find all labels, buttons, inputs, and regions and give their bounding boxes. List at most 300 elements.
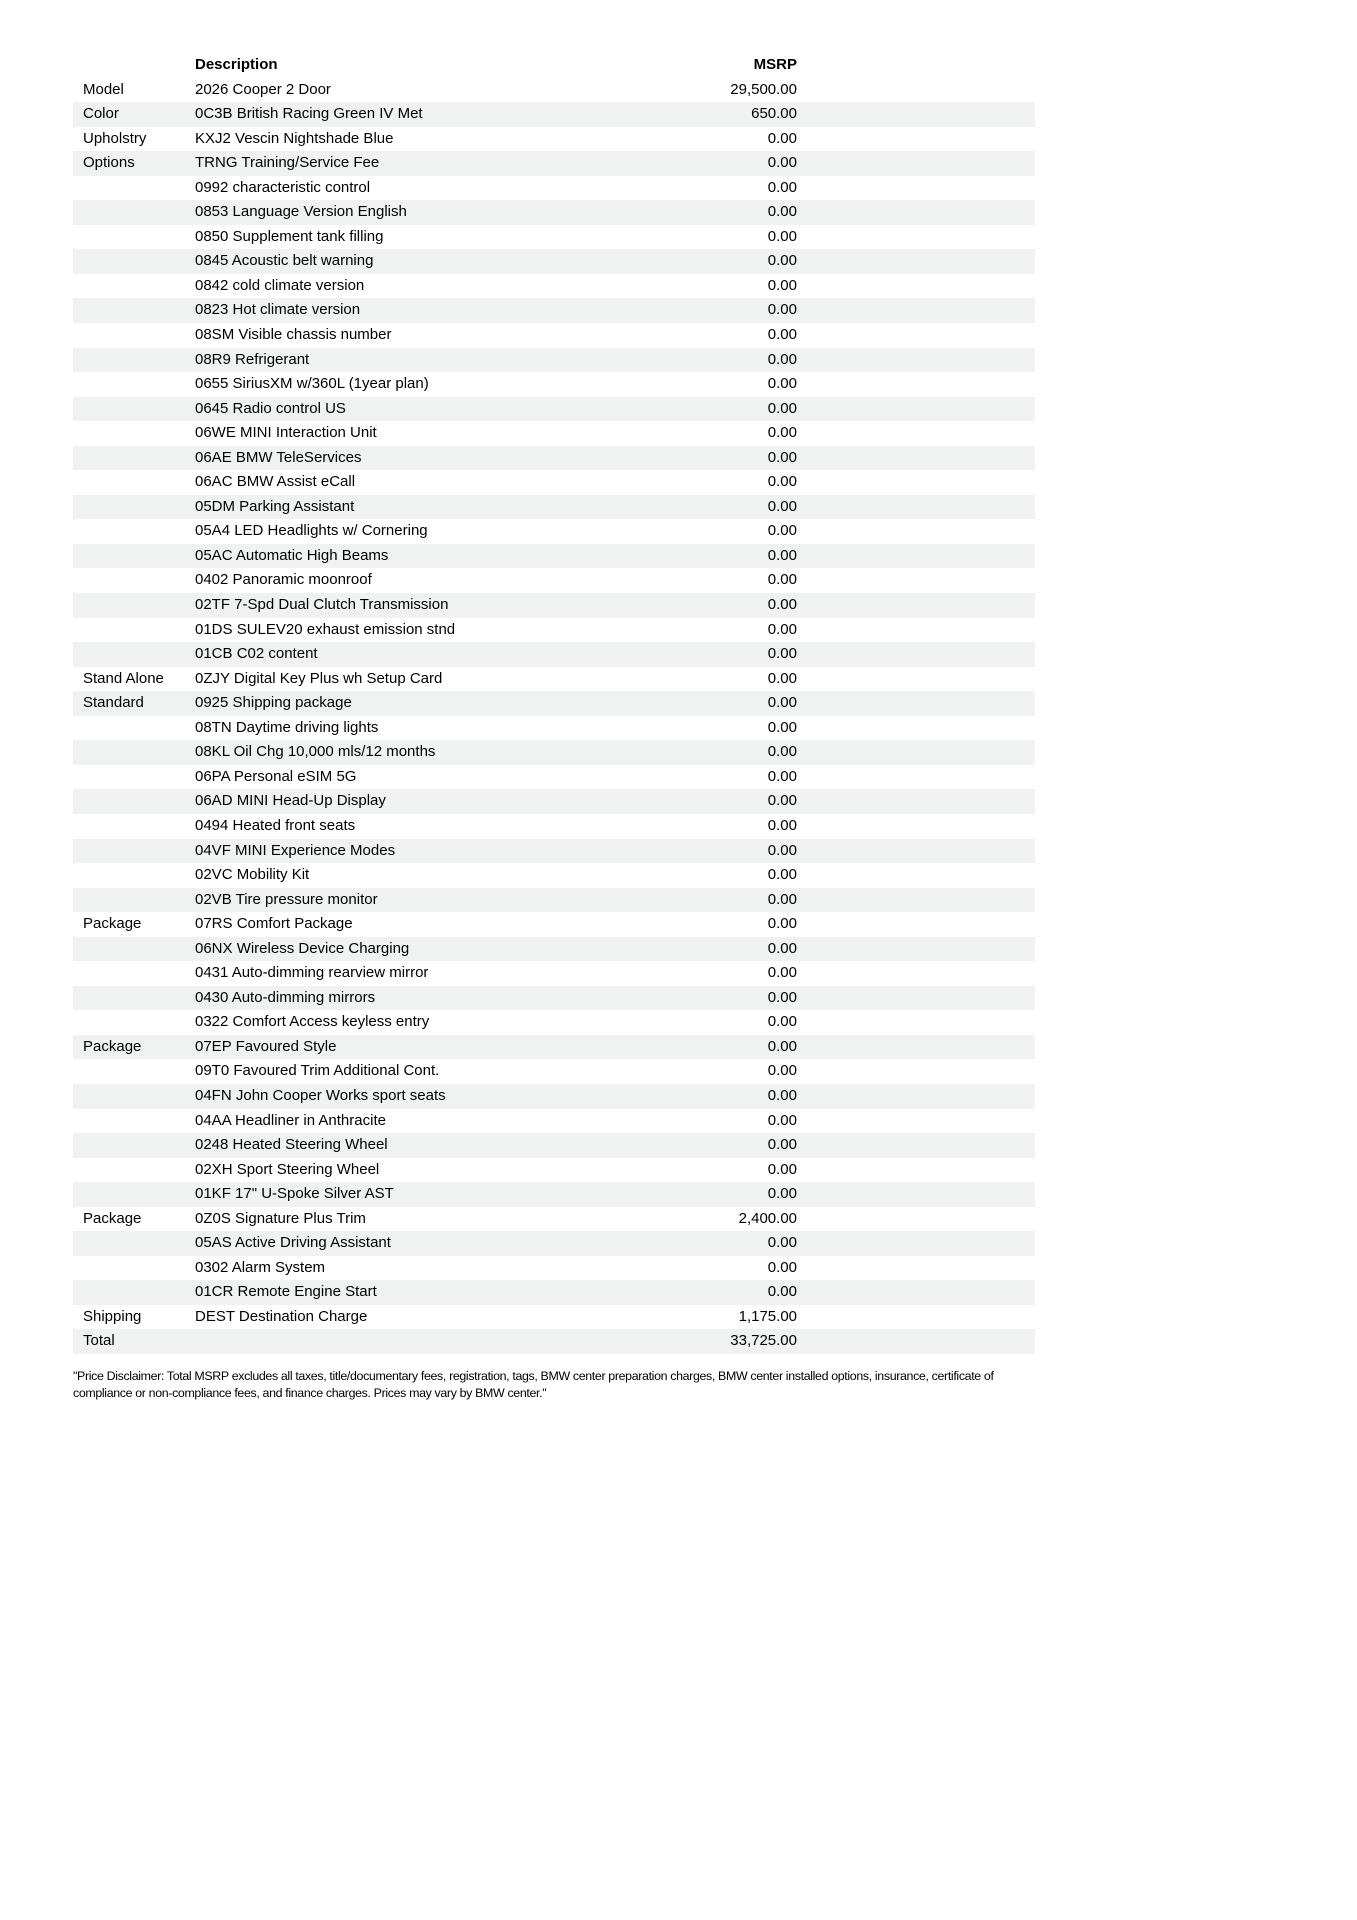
row-msrp: 0.00 — [767, 497, 797, 515]
left-padding — [73, 53, 83, 78]
table-row — [73, 176, 1035, 201]
row-category — [83, 863, 195, 888]
row-msrp: 0.00 — [767, 1185, 797, 1203]
row-msrp: 0.00 — [767, 448, 797, 466]
row-msrp: 0.00 — [767, 1136, 797, 1154]
row-msrp: 0.00 — [767, 252, 797, 270]
right-padding — [797, 127, 1035, 152]
row-category — [83, 446, 195, 471]
row-category: Upholstry — [83, 129, 147, 147]
right-padding — [797, 1158, 1035, 1183]
row-category — [83, 1010, 195, 1035]
table-row — [73, 765, 1035, 790]
row-category — [83, 519, 195, 544]
table-row — [73, 888, 1035, 913]
left-padding — [73, 1305, 83, 1330]
table-row — [73, 421, 1035, 446]
left-padding — [73, 937, 83, 962]
row-category — [83, 765, 195, 790]
right-padding — [797, 912, 1035, 937]
table-row — [73, 593, 1035, 618]
table-row — [73, 1231, 1035, 1256]
row-category — [83, 986, 195, 1011]
row-category — [83, 1182, 195, 1207]
table-row — [73, 740, 1035, 765]
left-padding — [73, 1158, 83, 1183]
right-padding — [797, 691, 1035, 716]
table-row — [73, 323, 1035, 348]
table-row — [73, 1329, 1035, 1354]
right-padding — [797, 274, 1035, 299]
row-msrp: 0.00 — [767, 301, 797, 319]
row-category — [83, 1280, 195, 1305]
table-row — [73, 839, 1035, 864]
row-description: 05AS Active Driving Assistant — [195, 1234, 391, 1252]
row-category — [83, 225, 195, 250]
left-padding — [73, 372, 83, 397]
left-padding — [73, 421, 83, 446]
row-description: 0248 Heated Steering Wheel — [195, 1136, 388, 1154]
table-row — [73, 986, 1035, 1011]
row-msrp: 0.00 — [767, 424, 797, 442]
right-padding — [797, 986, 1035, 1011]
row-category — [83, 1059, 195, 1084]
row-msrp: 0.00 — [767, 915, 797, 933]
table-row — [73, 200, 1035, 225]
row-msrp: 0.00 — [767, 1037, 797, 1055]
left-padding — [73, 446, 83, 471]
row-msrp: 0.00 — [767, 988, 797, 1006]
left-padding — [73, 274, 83, 299]
row-category: Total — [83, 1332, 115, 1350]
table-row — [73, 863, 1035, 888]
row-category — [83, 1231, 195, 1256]
row-msrp: 0.00 — [767, 227, 797, 245]
row-description: 08KL Oil Chg 10,000 mls/12 months — [195, 743, 436, 761]
row-description: 08TN Daytime driving lights — [195, 718, 379, 736]
right-padding — [797, 1329, 1035, 1354]
row-description: 08R9 Refrigerant — [195, 350, 310, 368]
row-msrp: 33,725.00 — [730, 1332, 797, 1350]
row-msrp: 0.00 — [767, 473, 797, 491]
row-msrp: 0.00 — [767, 276, 797, 294]
row-category — [83, 839, 195, 864]
row-category — [83, 789, 195, 814]
row-description: 06AE BMW TeleServices — [195, 448, 362, 466]
row-description: 0850 Supplement tank filling — [195, 227, 384, 245]
right-padding — [797, 1109, 1035, 1134]
row-msrp: 0.00 — [767, 375, 797, 393]
row-msrp: 0.00 — [767, 866, 797, 884]
right-padding — [797, 348, 1035, 373]
table-row — [73, 78, 1035, 103]
table-row — [73, 789, 1035, 814]
row-category — [83, 176, 195, 201]
row-msrp: 0.00 — [767, 964, 797, 982]
table-row — [73, 298, 1035, 323]
left-padding — [73, 691, 83, 716]
table-row — [73, 274, 1035, 299]
row-category — [83, 961, 195, 986]
left-padding — [73, 1010, 83, 1035]
left-padding — [73, 1035, 83, 1060]
price-disclaimer-line-1: "Price Disclaimer: Total MSRP excludes all taxes, title/documentary fees, registration, tags, BMW center preparation charges, BMW center installed options, insurance, certificate of — [73, 1369, 994, 1383]
row-msrp: 0.00 — [767, 890, 797, 908]
row-description: 0ZJY Digital Key Plus wh Setup Card — [195, 669, 443, 687]
row-category: Stand Alone — [83, 669, 164, 687]
row-description: 0655 SiriusXM w/360L (1year plan) — [195, 375, 429, 393]
row-msrp: 0.00 — [767, 546, 797, 564]
table-row — [73, 1158, 1035, 1183]
row-category — [83, 642, 195, 667]
left-padding — [73, 495, 83, 520]
right-padding — [797, 249, 1035, 274]
right-padding — [797, 863, 1035, 888]
row-description: 07RS Comfort Package — [195, 915, 353, 933]
row-category — [83, 1158, 195, 1183]
right-padding — [797, 397, 1035, 422]
right-padding — [797, 618, 1035, 643]
table-row — [73, 397, 1035, 422]
table-row — [73, 544, 1035, 569]
row-category — [83, 470, 195, 495]
row-description: 0402 Panoramic moonroof — [195, 571, 372, 589]
table-row — [73, 1109, 1035, 1134]
row-description: 0992 characteristic control — [195, 178, 371, 196]
left-padding — [73, 839, 83, 864]
left-padding — [73, 397, 83, 422]
row-description — [195, 1329, 637, 1354]
row-description: 0302 Alarm System — [195, 1258, 326, 1276]
right-padding — [797, 1207, 1035, 1232]
table-row — [73, 618, 1035, 643]
right-padding — [797, 372, 1035, 397]
left-padding — [73, 78, 83, 103]
row-msrp: 0.00 — [767, 1283, 797, 1301]
row-category: Package — [83, 1037, 142, 1055]
right-padding — [797, 740, 1035, 765]
right-padding — [797, 1059, 1035, 1084]
left-padding — [73, 1329, 83, 1354]
row-description: 0431 Auto-dimming rearview mirror — [195, 964, 429, 982]
left-padding — [73, 863, 83, 888]
left-padding — [73, 1207, 83, 1232]
row-msrp: 0.00 — [767, 1111, 797, 1129]
table-row — [73, 446, 1035, 471]
left-padding — [73, 912, 83, 937]
left-padding — [73, 1256, 83, 1281]
row-category — [83, 888, 195, 913]
left-padding — [73, 740, 83, 765]
row-category — [83, 348, 195, 373]
table-row — [73, 348, 1035, 373]
row-msrp: 0.00 — [767, 178, 797, 196]
row-category — [83, 397, 195, 422]
row-msrp: 0.00 — [767, 571, 797, 589]
row-description: 0430 Auto-dimming mirrors — [195, 988, 376, 1006]
table-row — [73, 1010, 1035, 1035]
row-msrp: 650.00 — [751, 105, 797, 123]
right-padding — [797, 225, 1035, 250]
row-msrp: 0.00 — [767, 620, 797, 638]
row-msrp: 0.00 — [767, 841, 797, 859]
left-padding — [73, 1182, 83, 1207]
right-padding — [797, 1280, 1035, 1305]
left-padding — [73, 961, 83, 986]
left-padding — [73, 249, 83, 274]
row-description: 05DM Parking Assistant — [195, 497, 355, 515]
price-disclaimer — [73, 1368, 1053, 1401]
table-row — [73, 1133, 1035, 1158]
right-padding — [797, 1305, 1035, 1330]
table-row — [73, 151, 1035, 176]
row-msrp: 0.00 — [767, 1086, 797, 1104]
row-description: 09T0 Favoured Trim Additional Cont. — [195, 1062, 440, 1080]
row-description: 0322 Comfort Access keyless entry — [195, 1013, 430, 1031]
left-padding — [73, 225, 83, 250]
right-padding — [797, 151, 1035, 176]
left-padding — [73, 1084, 83, 1109]
left-padding — [73, 765, 83, 790]
row-description: 01CR Remote Engine Start — [195, 1283, 377, 1301]
row-category — [83, 544, 195, 569]
row-category — [83, 618, 195, 643]
table-row — [73, 1035, 1035, 1060]
row-category: Color — [83, 105, 119, 123]
row-description: 02VC Mobility Kit — [195, 866, 310, 884]
row-category — [83, 421, 195, 446]
table-row — [73, 495, 1035, 520]
row-category: Standard — [83, 694, 144, 712]
right-padding — [797, 1231, 1035, 1256]
left-padding — [73, 102, 83, 127]
left-padding — [73, 323, 83, 348]
right-padding — [797, 937, 1035, 962]
right-padding — [797, 176, 1035, 201]
right-padding — [797, 568, 1035, 593]
table-row — [73, 372, 1035, 397]
right-padding — [797, 446, 1035, 471]
row-description: 0Z0S Signature Plus Trim — [195, 1209, 366, 1227]
row-msrp: 0.00 — [767, 326, 797, 344]
row-description: 0845 Acoustic belt warning — [195, 252, 374, 270]
row-category — [83, 298, 195, 323]
row-description: 0C3B British Racing Green IV Met — [195, 105, 423, 123]
row-description: 06AD MINI Head-Up Display — [195, 792, 386, 810]
left-padding — [73, 642, 83, 667]
row-description: TRNG Training/Service Fee — [195, 154, 380, 172]
row-description: KXJ2 Vescin Nightshade Blue — [195, 129, 394, 147]
right-padding — [797, 53, 1035, 78]
row-msrp: 0.00 — [767, 154, 797, 172]
row-msrp: 0.00 — [767, 350, 797, 368]
row-description: 05AC Automatic High Beams — [195, 546, 389, 564]
left-padding — [73, 544, 83, 569]
right-padding — [797, 1182, 1035, 1207]
row-category — [83, 568, 195, 593]
row-description: 0645 Radio control US — [195, 399, 346, 417]
column-header-msrp: MSRP — [753, 56, 797, 73]
row-description: 05A4 LED Headlights w/ Cornering — [195, 522, 428, 540]
right-padding — [797, 102, 1035, 127]
row-description: 04AA Headliner in Anthracite — [195, 1111, 386, 1129]
row-category — [83, 740, 195, 765]
right-padding — [797, 421, 1035, 446]
left-padding — [73, 667, 83, 692]
right-padding — [797, 1133, 1035, 1158]
row-category — [83, 495, 195, 520]
left-padding — [73, 888, 83, 913]
right-padding — [797, 667, 1035, 692]
left-padding — [73, 470, 83, 495]
row-description: 02VB Tire pressure monitor — [195, 890, 378, 908]
row-msrp: 29,500.00 — [730, 80, 797, 98]
row-category — [83, 372, 195, 397]
row-msrp: 2,400.00 — [738, 1209, 797, 1227]
row-description: 01KF 17" U-Spoke Silver AST — [195, 1185, 394, 1203]
table-row — [73, 568, 1035, 593]
right-padding — [797, 961, 1035, 986]
price-disclaimer-line-2: compliance or non-compliance fees, and finance charges. Prices may vary by BMW center." — [73, 1385, 547, 1400]
row-msrp: 0.00 — [767, 743, 797, 761]
left-padding — [73, 814, 83, 839]
column-header-category — [83, 53, 195, 78]
right-padding — [797, 519, 1035, 544]
left-padding — [73, 593, 83, 618]
row-category: Package — [83, 1209, 142, 1227]
row-msrp: 0.00 — [767, 399, 797, 417]
left-padding — [73, 176, 83, 201]
row-msrp: 0.00 — [767, 816, 797, 834]
table-row — [73, 519, 1035, 544]
right-padding — [797, 814, 1035, 839]
table-row — [73, 102, 1035, 127]
left-padding — [73, 519, 83, 544]
table-row — [73, 470, 1035, 495]
row-category: Package — [83, 915, 142, 933]
row-msrp: 0.00 — [767, 1234, 797, 1252]
row-msrp: 0.00 — [767, 694, 797, 712]
table-row — [73, 1182, 1035, 1207]
right-padding — [797, 1256, 1035, 1281]
row-description: 0853 Language Version English — [195, 203, 407, 221]
table-row — [73, 225, 1035, 250]
row-msrp: 0.00 — [767, 1013, 797, 1031]
right-padding — [797, 1084, 1035, 1109]
right-padding — [797, 1035, 1035, 1060]
right-padding — [797, 789, 1035, 814]
table-row — [73, 814, 1035, 839]
right-padding — [797, 642, 1035, 667]
row-msrp: 0.00 — [767, 203, 797, 221]
row-category — [83, 1133, 195, 1158]
row-description: 06AC BMW Assist eCall — [195, 473, 356, 491]
left-padding — [73, 200, 83, 225]
left-padding — [73, 127, 83, 152]
right-padding — [797, 716, 1035, 741]
row-msrp: 0.00 — [767, 1160, 797, 1178]
row-msrp: 0.00 — [767, 939, 797, 957]
row-description: 07EP Favoured Style — [195, 1037, 337, 1055]
row-description: 0842 cold climate version — [195, 276, 365, 294]
column-header-description: Description — [195, 56, 278, 73]
table-row — [73, 1084, 1035, 1109]
table-row — [73, 1256, 1035, 1281]
vehicle-pricing-table — [73, 53, 1035, 1354]
row-description: 0494 Heated front seats — [195, 816, 356, 834]
row-description: 06WE MINI Interaction Unit — [195, 424, 377, 442]
row-category: Model — [83, 80, 124, 98]
row-msrp: 0.00 — [767, 129, 797, 147]
row-category — [83, 249, 195, 274]
row-category — [83, 1084, 195, 1109]
left-padding — [73, 151, 83, 176]
row-category — [83, 1109, 195, 1134]
row-msrp: 0.00 — [767, 1258, 797, 1276]
table-row — [73, 249, 1035, 274]
row-msrp: 0.00 — [767, 767, 797, 785]
row-description: 06NX Wireless Device Charging — [195, 939, 410, 957]
row-category — [83, 323, 195, 348]
right-padding — [797, 765, 1035, 790]
row-description: 04VF MINI Experience Modes — [195, 841, 396, 859]
left-padding — [73, 716, 83, 741]
table-row — [73, 642, 1035, 667]
row-category — [83, 937, 195, 962]
table-row — [73, 937, 1035, 962]
left-padding — [73, 1109, 83, 1134]
left-padding — [73, 1231, 83, 1256]
row-msrp: 0.00 — [767, 522, 797, 540]
row-msrp: 0.00 — [767, 645, 797, 663]
right-padding — [797, 200, 1035, 225]
row-description: 0925 Shipping package — [195, 694, 352, 712]
row-category — [83, 274, 195, 299]
table-row — [73, 912, 1035, 937]
right-padding — [797, 1010, 1035, 1035]
right-padding — [797, 888, 1035, 913]
row-description: DEST Destination Charge — [195, 1307, 368, 1325]
row-category: Options — [83, 154, 135, 172]
row-description: 06PA Personal eSIM 5G — [195, 767, 357, 785]
table-row — [73, 691, 1035, 716]
row-category — [83, 814, 195, 839]
row-description: 02TF 7-Spd Dual Clutch Transmission — [195, 596, 449, 614]
left-padding — [73, 1059, 83, 1084]
right-padding — [797, 593, 1035, 618]
left-padding — [73, 568, 83, 593]
left-padding — [73, 986, 83, 1011]
row-category — [83, 1256, 195, 1281]
right-padding — [797, 78, 1035, 103]
right-padding — [797, 298, 1035, 323]
row-category: Shipping — [83, 1307, 142, 1325]
row-description: 02XH Sport Steering Wheel — [195, 1160, 380, 1178]
table-row — [73, 716, 1035, 741]
row-msrp: 0.00 — [767, 1062, 797, 1080]
row-description: 08SM Visible chassis number — [195, 326, 392, 344]
table-row — [73, 1207, 1035, 1232]
row-msrp: 0.00 — [767, 792, 797, 810]
row-description: 01DS SULEV20 exhaust emission stnd — [195, 620, 456, 638]
left-padding — [73, 1133, 83, 1158]
left-padding — [73, 789, 83, 814]
right-padding — [797, 544, 1035, 569]
right-padding — [797, 470, 1035, 495]
right-padding — [797, 495, 1035, 520]
left-padding — [73, 618, 83, 643]
table-row — [73, 667, 1035, 692]
